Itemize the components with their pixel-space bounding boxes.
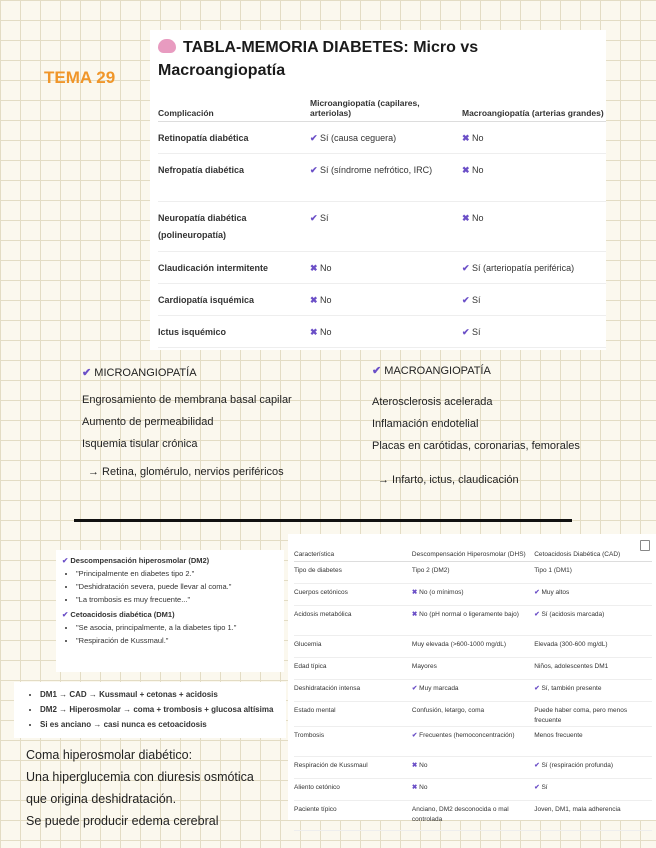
x-icon: ✖ [310,263,321,273]
dhs-cell [412,680,534,702]
check-icon: ✔ [534,762,542,769]
cell-text: No [320,263,332,273]
cell-text: No [472,213,484,223]
list-item: • DM1 → CAD → Kussmaul + cetonas + acidosis [40,687,286,702]
table-row [294,658,652,680]
column-header: Cetoacidosis Diabética (CAD) [534,538,652,562]
table-row [158,316,606,348]
cell-text: Elevada (300-600 mg/dL) [534,641,608,648]
macro-heading [372,364,612,377]
macro-cell [462,316,606,348]
column-header: Microangiopatía (capilares, arteriolas) [310,93,462,122]
feature-cell: Cuerpos cetónicos [294,584,412,606]
check-icon: ✔ [372,365,382,377]
cell-text: Frecuentes (hemoconcentración) [419,732,515,739]
x-icon: ✖ [411,589,420,596]
check-icon: ✔ [462,295,473,305]
card-title-text: TABLA-MEMORIA DIABETES: Micro vs Macroangiopatía [158,39,479,79]
card-title [158,36,598,82]
feature-cell: Estado mental [294,702,412,727]
feature-cell: Edad típica [294,658,412,680]
copy-icon[interactable] [640,540,650,551]
list-item: • Si es anciano → casi nunca es cetoacidosis [40,717,286,732]
x-icon: ✖ [411,784,420,791]
table-row [294,562,652,584]
table-row [158,122,606,154]
comparison-table-card [288,534,656,823]
micro-line: Aumento de permeabilidad [82,416,214,428]
macro-section [372,364,612,491]
micro-heading-text: MICROANGIOPATÍA [94,367,197,379]
table-row [294,702,652,727]
micro-cell [310,202,462,252]
cad-cell [534,562,652,584]
list-item: • "Principalmente en diabetes tipo 2." [76,567,284,580]
micro-cell [310,122,462,154]
cell-text: Anciano, DM2 desconocida o mal controlada [411,806,509,823]
micro-macro-table [158,93,606,348]
cell-text: Sí [472,327,481,337]
table-row [294,680,652,702]
macro-line: Inflamación endotelial [372,418,479,430]
list-item: • "Se asocia, principalmente, a la diabetes tipo 1." [76,621,284,634]
complication-cell: Cardiopatía isquémica [158,284,310,316]
dhs-cell [412,562,534,584]
summary-card [14,682,286,738]
feature-cell: Trombosis [294,727,412,757]
coma-line: Se puede producir edema cerebral [26,814,219,828]
dhs-cell [412,702,534,727]
table-row [294,636,652,658]
list-item: • "Respiración de Kussmaul." [76,634,284,647]
micro-cell [310,284,462,316]
cell-text: No [472,165,484,175]
cell-text: Sí (respiración profunda) [541,762,614,769]
micro-section [82,366,332,483]
dhs-cell [412,658,534,680]
dhs-cad-table [294,538,652,831]
tema-label: TEMA 29 [44,68,116,87]
list-item: • "Deshidratación severa, puede llevar al coma." [76,580,284,593]
macro-cell [462,252,606,284]
complication-cell: Neuropatía diabética (polineuropatía) [158,202,310,252]
note-heading-text: Cetoacidosis diabética (DM1) [70,610,175,619]
dhs-cell [412,727,534,757]
complication-cell: Ictus isquémico [158,316,310,348]
cell-text: Niños, adolescentes DM1 [534,663,609,670]
feature-cell: Paciente típico [294,801,412,831]
macro-cell [462,154,606,202]
column-header: Descompensación Hiperosmolar (DHS) [412,538,534,562]
coma-line: Coma hiperosmolar diabético: [26,748,193,762]
column-header: Complicación [158,93,310,122]
dhs-cell [412,757,534,779]
macro-heading-text: MACROANGIOPATÍA [384,365,491,377]
cad-cell [534,702,652,727]
feature-cell: Aliento cetónico [294,779,412,801]
cell-text: Sí (acidosis marcada) [541,611,605,618]
dhs-cell [412,584,534,606]
column-header: Macroangiopatía (arterias grandes) [462,93,606,122]
table-row [158,202,606,252]
cad-cell [534,727,652,757]
cell-text: Sí (causa ceguera) [320,133,397,143]
x-icon: ✖ [411,762,420,769]
feature-cell: Deshidratación intensa [294,680,412,702]
cell-text: No [419,762,428,769]
check-icon: ✔ [534,589,542,596]
cell-text: Mayores [411,663,437,670]
cell-text: Menos frecuente [534,732,583,739]
check-icon: ✔ [462,327,473,337]
cell-text: Sí [541,784,548,791]
macro-cell [462,202,606,252]
table-row [294,757,652,779]
micro-cell [310,316,462,348]
micro-heading [82,366,332,379]
check-icon: ✔ [534,784,542,791]
check-icon: ✔ [411,732,420,739]
check-icon: ✔ [310,213,321,223]
cell-text: Sí [320,213,329,223]
cell-text: Muy marcada [419,685,459,692]
check-icon: ✔ [462,263,473,273]
summary-list [14,687,286,732]
cad-cell [534,801,652,831]
macro-cell [462,284,606,316]
macro-line: Aterosclerosis acelerada [372,396,493,408]
check-icon: ✔ [310,133,321,143]
dhs-cell [412,779,534,801]
micro-line: Engrosamiento de membrana basal capilar [82,394,292,406]
check-icon: ✔ [310,165,321,175]
macro-cell [462,122,606,154]
list-item: • DM2 → Hiperosmolar → coma + trombosis + glucosa altísima [40,702,286,717]
dhs-cell [412,801,534,831]
cell-text: Sí (arteriopatía periférica) [472,263,575,273]
cell-text: Tipo 1 (DM1) [534,567,572,574]
cell-text: No (pH normal o ligeramente bajo) [419,611,519,618]
check-icon: ✔ [411,685,420,692]
note-list [56,621,284,647]
check-icon: ✔ [62,610,71,619]
cell-text: Puede haber coma, pero menos frecuente [534,707,628,724]
cell-text: No [419,784,428,791]
cad-cell [534,757,652,779]
coma-note [26,744,254,832]
check-icon: ✔ [534,611,542,618]
cad-cell [534,658,652,680]
column-header: Característica [294,538,412,562]
cad-cell [534,680,652,702]
divider [74,519,572,522]
cell-text: No [320,295,332,305]
feature-cell: Acidosis metabólica [294,606,412,636]
cell-text: No [472,133,484,143]
coma-line: que origina deshidratación. [26,792,177,806]
macro-arrow-line: → Infarto, ictus, claudicación [378,474,519,486]
cad-cell [534,584,652,606]
table-row [158,252,606,284]
cell-text: Tipo 2 (DM2) [411,567,450,574]
check-icon: ✔ [82,367,92,379]
feature-cell: Respiración de Kussmaul [294,757,412,779]
dhs-cell [412,606,534,636]
notes-card [56,550,284,672]
x-icon: ✖ [310,295,321,305]
micro-cell [310,252,462,284]
x-icon: ✖ [462,133,473,143]
micro-arrow-line: → Retina, glomérulo, nervios periféricos [88,466,284,478]
brain-icon [158,39,176,53]
macro-line: Placas en carótidas, coronarias, femorales [372,440,580,452]
complication-cell: Nefropatía diabética [158,154,310,202]
x-icon: ✖ [462,213,473,223]
feature-cell: Glucemia [294,636,412,658]
table-row [158,154,606,202]
x-icon: ✖ [310,327,321,337]
complication-cell: Retinopatía diabética [158,122,310,154]
cell-text: No (o mínimos) [419,589,464,596]
cell-text: Confusión, letargo, coma [411,707,485,714]
table-row [294,606,652,636]
note-heading [56,556,284,565]
feature-cell: Tipo de diabetes [294,562,412,584]
micro-line: Isquemia tisular crónica [82,438,198,450]
cell-text: Sí [472,295,481,305]
table-row [158,284,606,316]
cell-text: Joven, DM1, mala adherencia [534,806,621,813]
note-list [56,567,284,606]
cad-cell [534,606,652,636]
cell-text: Sí (síndrome nefrótico, IRC) [320,165,433,175]
check-icon: ✔ [534,685,542,692]
dhs-cell [412,636,534,658]
table-row [294,584,652,606]
cell-text: No [320,327,332,337]
cell-text: Muy elevada (>600-1000 mg/dL) [411,641,507,648]
list-item: • "La trombosis es muy frecuente..." [76,593,284,606]
table-row [294,779,652,801]
complication-cell: Claudicación intermitente [158,252,310,284]
cad-cell [534,636,652,658]
table-row [294,801,652,831]
coma-line: Una hiperglucemia con diuresis osmótica [26,770,254,784]
note-heading [56,610,284,619]
check-icon: ✔ [62,556,71,565]
x-icon: ✖ [411,611,420,618]
cell-text: Muy altos [541,589,570,596]
cell-text: Sí, también presente [541,685,602,692]
cad-cell [534,779,652,801]
x-icon: ✖ [462,165,473,175]
table-row [294,727,652,757]
micro-cell [310,154,462,202]
memory-table-card [150,30,606,350]
note-heading-text: Descompensación hiperosmolar (DM2) [70,556,210,565]
